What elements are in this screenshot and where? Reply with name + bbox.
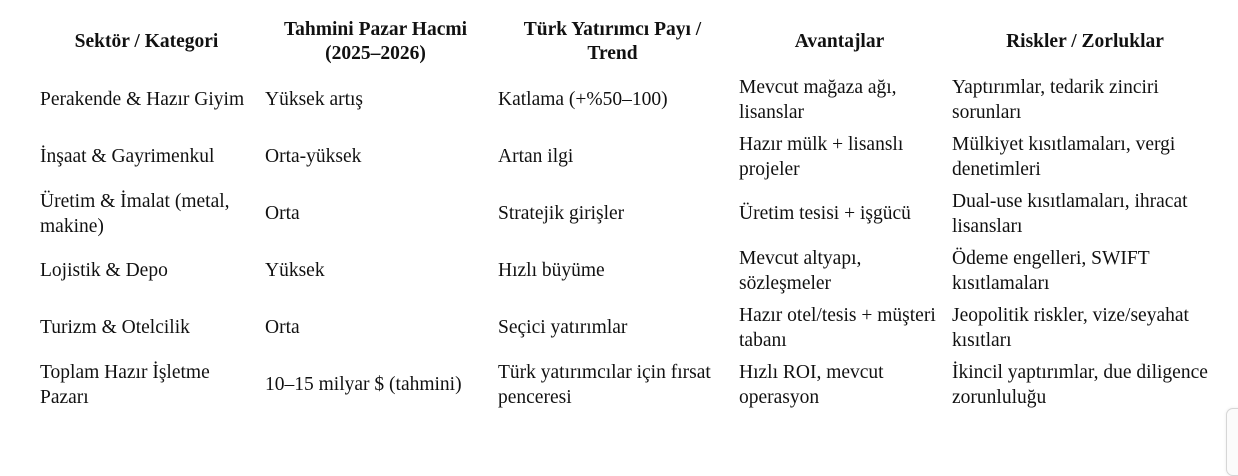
cell-advantages: Mevcut altyapı, sözleşmeler [739,247,862,294]
cell-advantages: Hızlı ROI, mevcut operasyon [739,361,884,408]
side-panel-tab[interactable] [1226,408,1238,476]
sector-table [34,12,1224,413]
header-market-volume: Tahmini Pazar Hacmi (2025–2026) [283,18,468,64]
cell-advantages: Üretim tesisi + işgücü [739,203,911,224]
cell-sector: Lojistik & Depo [40,260,168,281]
cell-investor-share: Artan ilgi [498,146,574,167]
cell-sector: Turizm & Otelcilik [40,317,190,338]
cell-sector: Üretim & İmalat (metal, makine) [40,190,230,237]
cell-advantages: Hazır mülk + lisanslı projeler [739,133,904,180]
cell-investor-share: Katlama (+%50–100) [498,89,668,110]
cell-market-volume: Orta [265,203,300,224]
cell-investor-share: Hızlı büyüme [498,260,605,281]
cell-market-volume: Orta-yüksek [265,146,362,167]
table-row [34,185,1224,242]
table-row [34,299,1224,356]
cell-advantages: Hazır otel/tesis + müşteri tabanı [739,304,936,351]
cell-market-volume: 10–15 milyar $ (tahmini) [265,374,462,395]
cell-investor-share: Stratejik girişler [498,203,625,224]
cell-advantages: Mevcut mağaza ağı, lisanslar [739,76,897,123]
cell-risks: İkincil yaptırımlar, due diligence zorunluluğu [952,361,1208,408]
table-row [34,242,1224,299]
cell-risks: Jeopolitik riskler, vize/seyahat kısıtları [952,304,1189,351]
table-header-row [34,12,1224,71]
cell-market-volume: Orta [265,317,300,338]
cell-market-volume: Yüksek [265,260,325,281]
header-investor-share: Türk Yatırımcı Payı / Trend [523,18,702,64]
table-row [34,128,1224,185]
header-risks: Riskler / Zorluklar [1006,30,1164,52]
cell-investor-share: Seçici yatırımlar [498,317,628,338]
cell-risks: Yaptırımlar, tedarik zinciri sorunları [952,76,1159,123]
cell-market-volume: Yüksek artış [265,89,364,110]
cell-risks: Mülkiyet kısıtlamaları, vergi denetimleri [952,133,1176,180]
header-advantages: Avantajlar [794,30,885,52]
cell-investor-share: Türk yatırımcılar için fırsat penceresi [498,361,711,408]
cell-risks: Ödeme engelleri, SWIFT kısıtlamaları [952,247,1150,294]
header-sector: Sektör / Kategori [74,30,219,52]
table-row [34,71,1224,128]
table-row [34,356,1224,413]
cell-sector: İnşaat & Gayrimenkul [40,146,215,167]
cell-sector: Toplam Hazır İşletme Pazarı [40,361,210,408]
cell-sector: Perakende & Hazır Giyim [40,89,245,110]
cell-risks: Dual-use kısıtlamaları, ihracat lisansları [952,190,1188,237]
